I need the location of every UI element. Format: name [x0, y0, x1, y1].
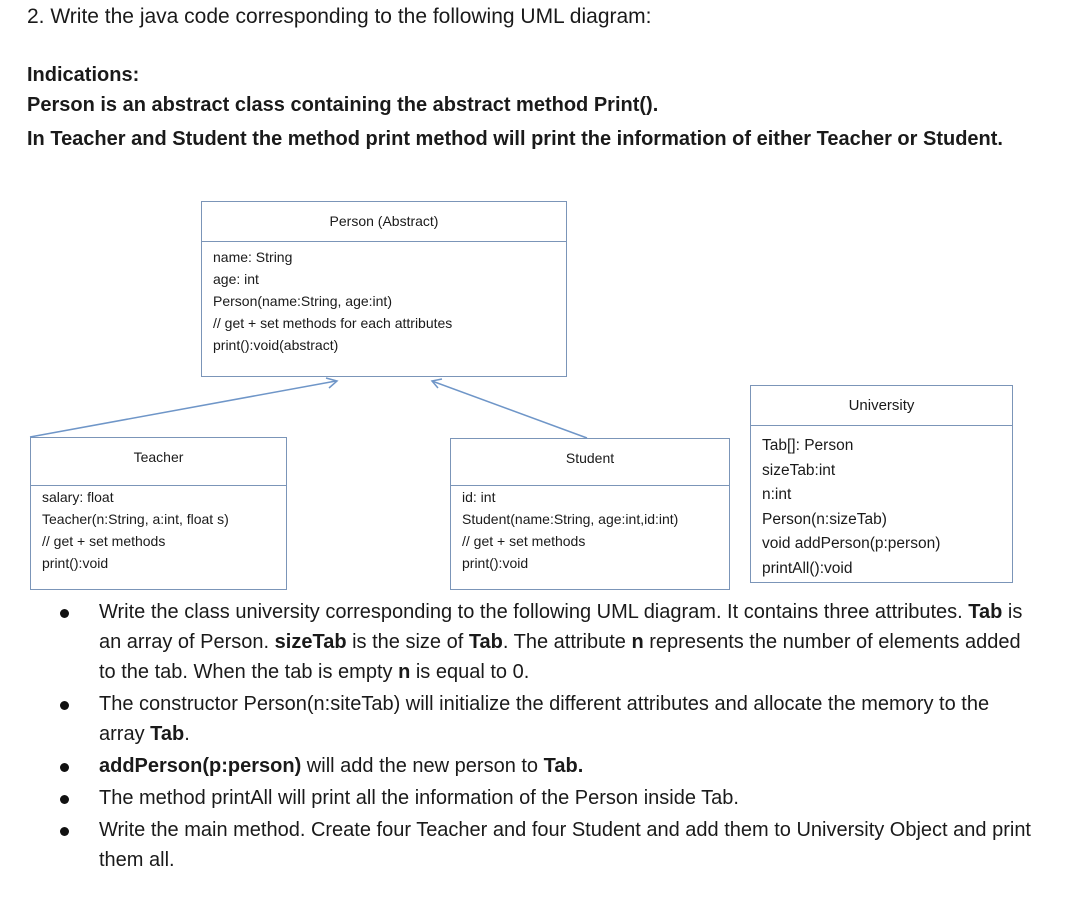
bullet-icon	[60, 763, 69, 772]
instruction-list	[0, 597, 1080, 877]
list-item: Write the class university corresponding to the following UML diagram. It contains three attributes. Tab is an array of Person. sizeTab is the size of Tab. The attribute n represents the number of elements added to the tab. When the tab is empty n is equal to 0.	[0, 597, 1080, 687]
list-item: The method printAll will print all the information of the Person inside Tab.	[0, 783, 1080, 813]
bullet-icon	[60, 701, 69, 710]
indication-abstract: Person is an abstract class containing the abstract method Print().	[27, 94, 659, 116]
bullet-icon	[60, 827, 69, 836]
uml-member: printAll():void	[762, 559, 853, 577]
uml-member: Teacher(n:String, a:int, float s)	[42, 511, 229, 527]
uml-member: Tab[]: Person	[762, 437, 854, 454]
uml-class-title: Person (Abstract)	[202, 202, 566, 242]
uml-class-title: Teacher	[31, 438, 286, 486]
uml-member: print():void(abstract)	[213, 337, 339, 353]
uml-member: // get + set methods	[42, 533, 166, 549]
student-inherits-arrow	[432, 381, 587, 438]
uml-member: print():void	[42, 555, 109, 571]
uml-member: n:int	[762, 486, 792, 503]
uml-member: Person(n:sizeTab)	[762, 510, 887, 528]
uml-member: print():void	[462, 555, 529, 571]
uml-member: Student(name:String, age:int,id:int)	[462, 511, 679, 527]
uml-member: id: int	[462, 489, 496, 505]
bullet-icon	[60, 609, 69, 618]
uml-class-title: Student	[451, 439, 729, 486]
uml-member: // get + set methods	[462, 533, 586, 549]
uml-class-title: University	[751, 386, 1012, 426]
question-title: 2. Write the java code corresponding to the following UML diagram:	[27, 5, 652, 28]
list-item: Write the main method. Create four Teacher and four Student and add them to University Object and print them all.	[0, 815, 1080, 875]
indications-heading: Indications:	[27, 64, 140, 86]
list-item: addPerson(p:person) will add the new person to Tab.	[0, 751, 1080, 781]
bullet-icon	[60, 795, 69, 804]
indication-print: In Teacher and Student the method print method will print the information of either Teacher or Student.	[27, 128, 1003, 150]
uml-member: Person(name:String, age:int)	[213, 293, 392, 309]
uml-member: name: String	[213, 249, 293, 265]
uml-member: // get + set methods for each attributes	[213, 315, 453, 331]
uml-member: void addPerson(p:person)	[762, 535, 941, 552]
uml-member: salary: float	[42, 489, 114, 505]
teacher-inherits-arrow	[30, 381, 336, 437]
list-item: The constructor Person(n:siteTab) will initialize the different attributes and allocate the memory to the array Tab.	[0, 689, 1080, 749]
uml-member: sizeTab:int	[762, 461, 836, 479]
uml-member: age: int	[213, 271, 259, 287]
